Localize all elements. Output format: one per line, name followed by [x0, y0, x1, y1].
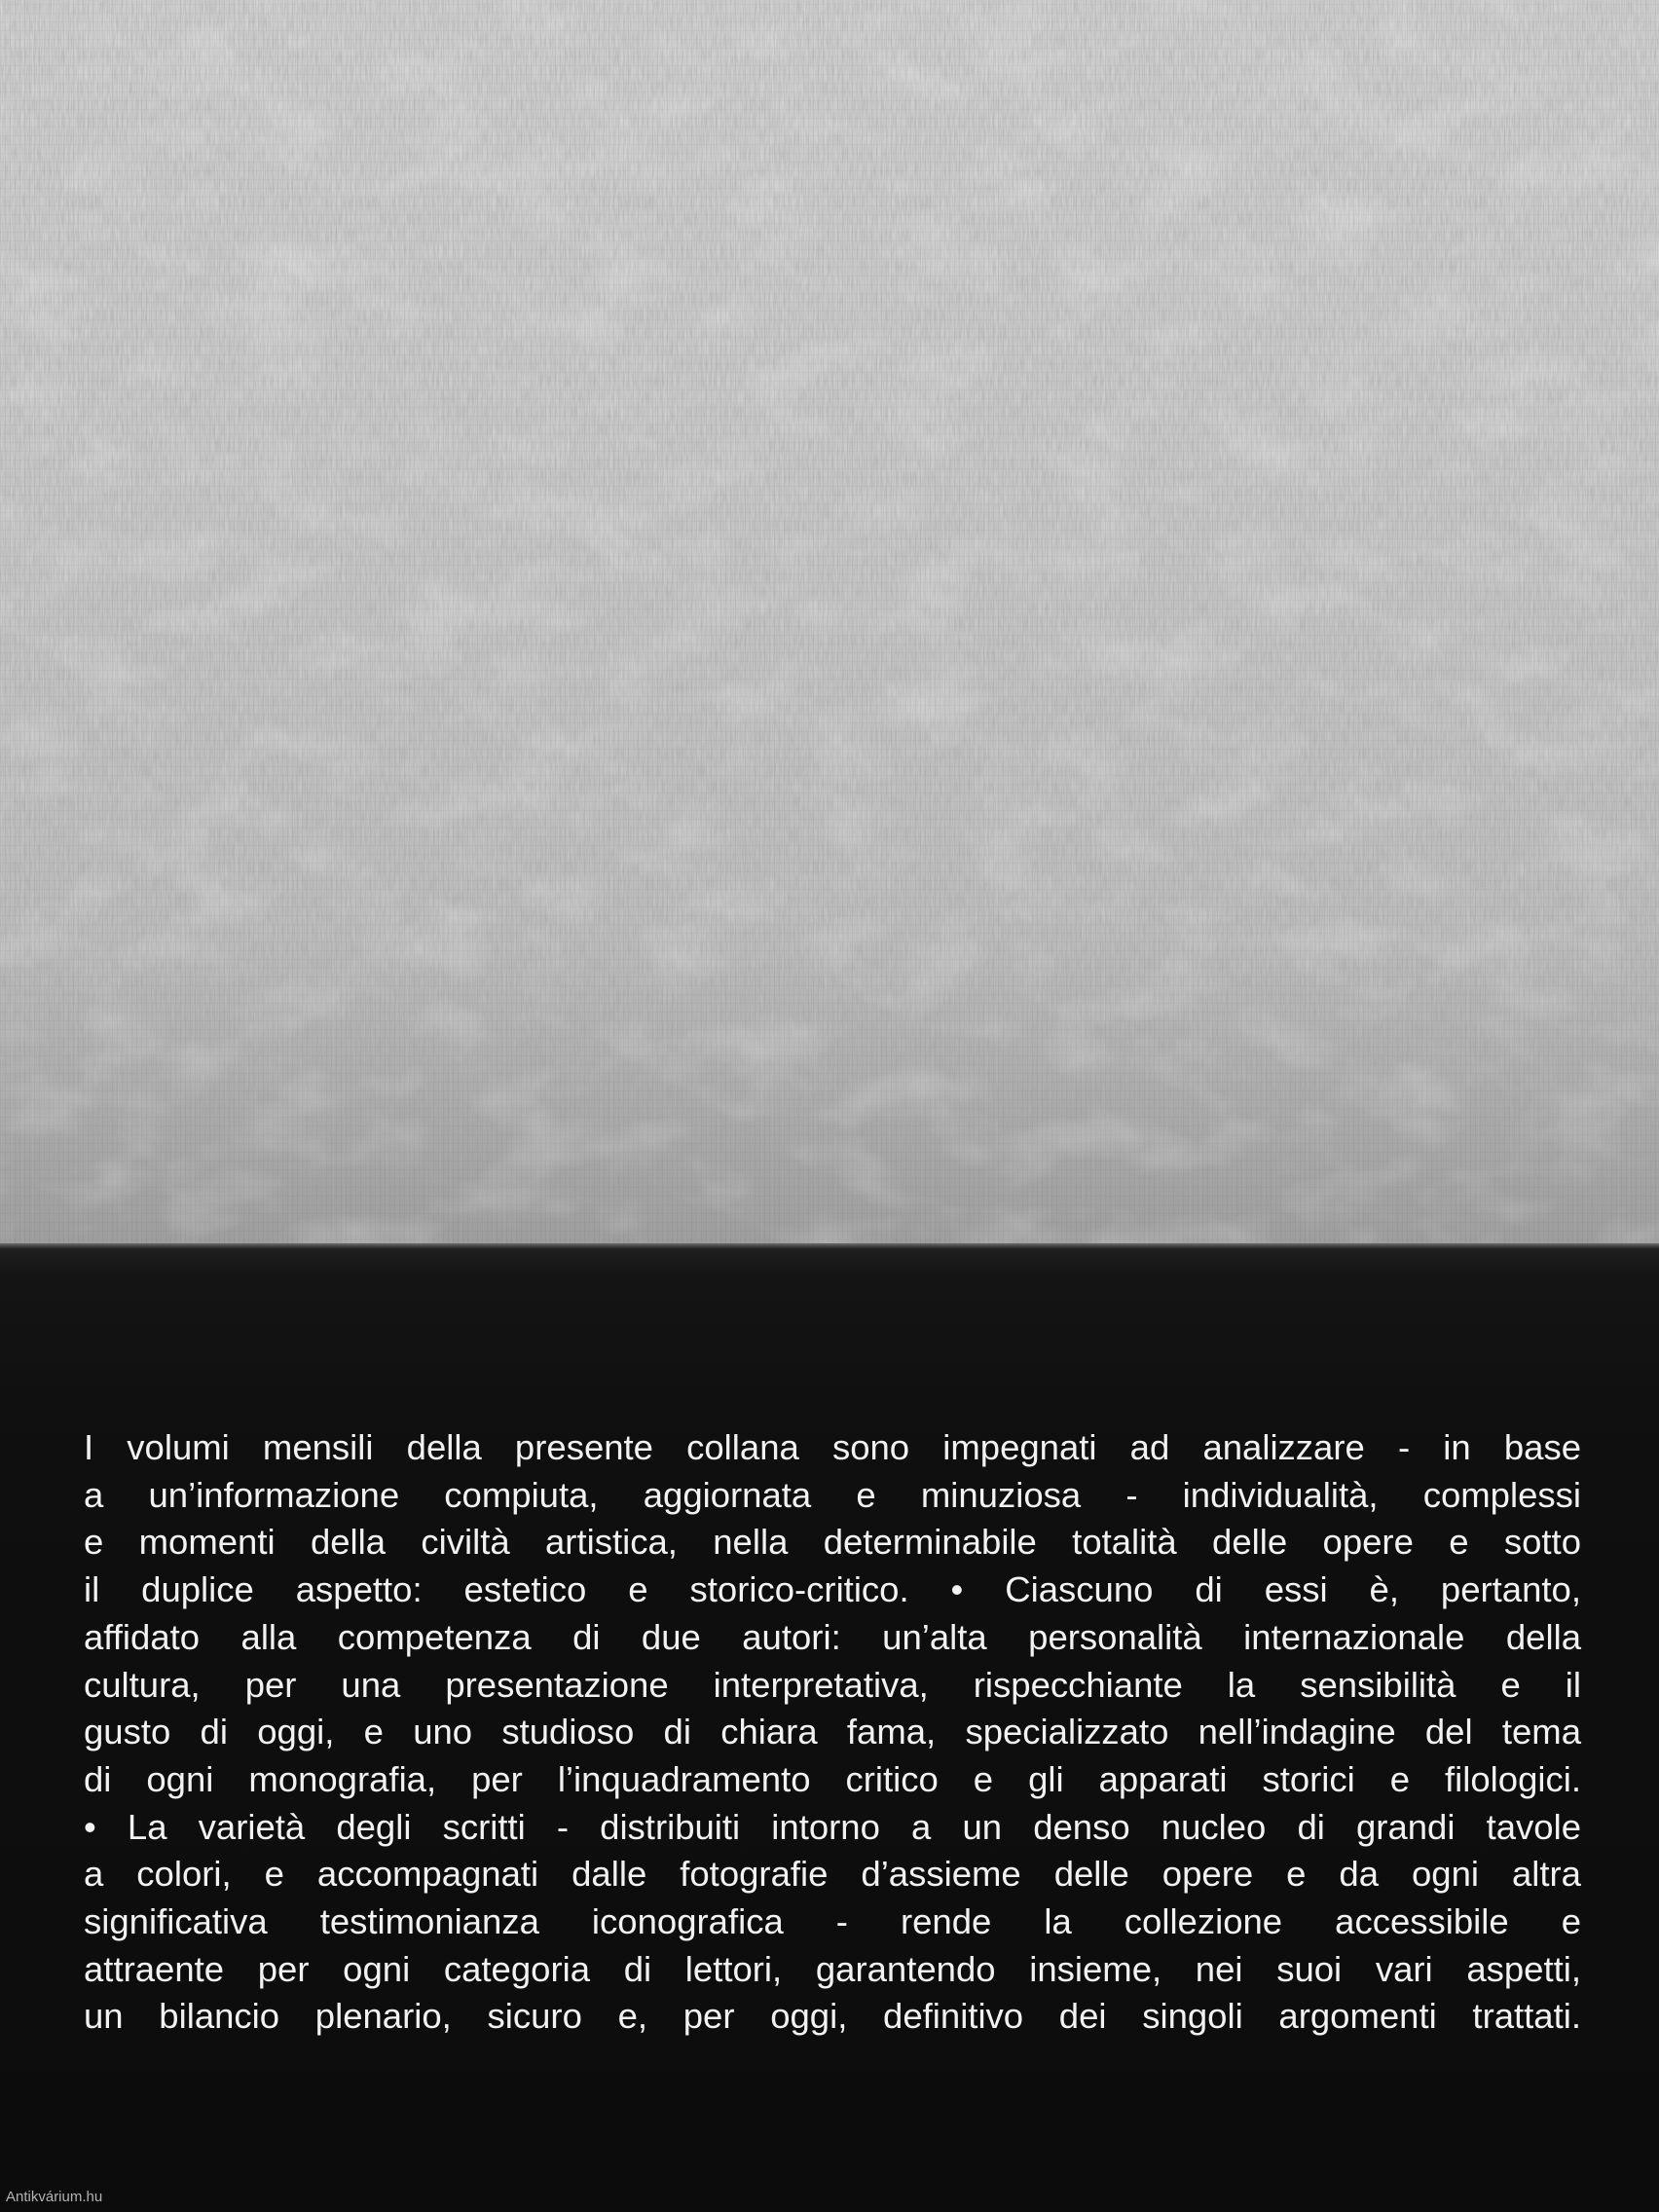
description-line: gusto di oggi, e uno studioso di chiara fama, specializzato nell’indagine del tema: [84, 1712, 1581, 1752]
series-description: [84, 1424, 1581, 2041]
description-line: cultura, per una presentazione interpretativa, rispecchiante la sensibilità e il: [84, 1664, 1581, 1705]
description-line: attraente per ogni categoria di lettori, garantendo insieme, nei suoi vari aspetti,: [84, 1948, 1581, 1989]
description-line: un bilancio plenario, sicuro e, per oggi, definitivo dei singoli argomenti trattati.: [84, 1996, 1581, 2037]
description-line: affidato alla competenza di due autori: un’alta personalità internazionale della: [84, 1616, 1581, 1657]
description-line: a un’informazione compiuta, aggiornata e minuziosa - individualità, complessi: [84, 1474, 1581, 1515]
description-line: e momenti della civiltà artistica, nella determinabile totalità delle opere e sotto: [84, 1522, 1581, 1563]
description-line: significativa testimonianza iconografica - rende la collezione accessibile e: [84, 1901, 1581, 1942]
description-line: il duplice aspetto: estetico e storico-critico. • Ciascuno di essi è, pertanto,: [84, 1569, 1581, 1610]
description-line: a colori, e accompagnati dalle fotografie d’assieme delle opere e da ogni altra: [84, 1854, 1581, 1895]
description-line: di ogni monografia, per l’inquadramento critico e gli apparati storici e filologici.: [84, 1758, 1581, 1799]
site-watermark: Antikvárium.hu: [6, 2189, 103, 2205]
description-line: • La varietà degli scritti - distribuiti intorno a un denso nucleo di grandi tavole: [84, 1806, 1581, 1847]
description-line: I volumi mensili della presente collana sono impegnati ad analizzare - in base: [84, 1427, 1581, 1467]
